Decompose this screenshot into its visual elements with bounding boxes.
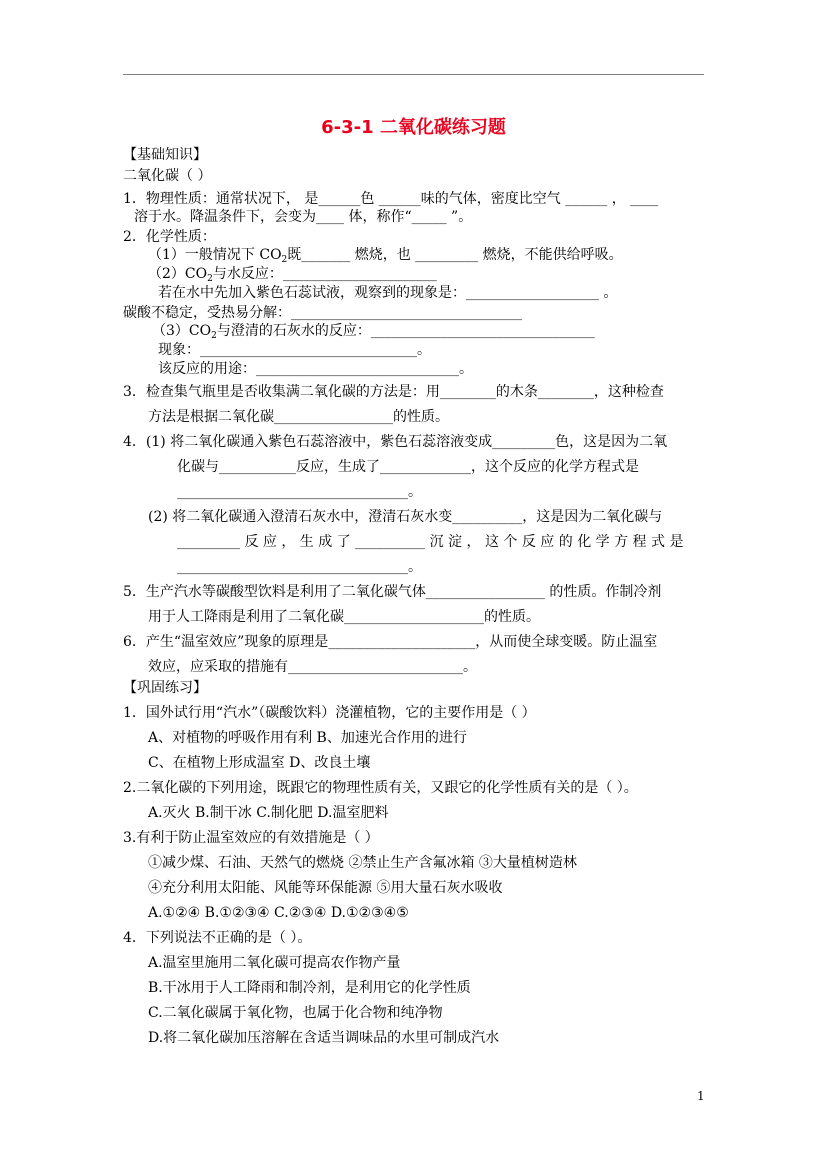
worksheet-line: _________ 反 应 ， 生 成 了 __________ 沉 淀 ， 这 个 反 应 的 化 学 方 程 式 是 (177, 534, 684, 550)
worksheet-line: (2) 将二氧化碳通入澄清石灰水中，澄清石灰水变__________，这是因为二氧化碳与 (148, 509, 663, 525)
worksheet-line: 【基础知识】 (123, 147, 207, 163)
worksheet-line: ④充分利用太阳能、风能等环保能源 ⑤用大量石灰水吸收 (148, 880, 503, 896)
worksheet-line: 溶于水。降温条件下，会变为____ 体，称作“_____ ”。 (134, 209, 473, 225)
worksheet-line: A.①②④ B.①②③④ C.②③④ D.①②③④⑤ (148, 905, 409, 921)
worksheet-line: 【巩固练习】 (123, 680, 207, 696)
worksheet-line: 2.二氧化碳的下列用途，既跟它的物理性质有关，又跟它的化学性质有关的是（ ）。 (123, 780, 638, 796)
worksheet-line: 效应，应采取的措施有_________________________。 (148, 659, 477, 675)
worksheet-line: 该反应的用途：_____________________________。 (158, 361, 473, 377)
worksheet-line: D.将二氧化碳加压溶解在含适当调味品的水里可制成汽水 (148, 1030, 500, 1046)
worksheet-line: C.二氧化碳属于氧化物，也属于化合物和纯净物 (148, 1005, 443, 1021)
worksheet-line: 化碳与___________反应，生成了_____________，这个反应的化学方程式是 (177, 459, 639, 475)
worksheet-line: 4．下列说法不正确的是（ ）。 (123, 930, 312, 946)
header-rule (123, 74, 704, 75)
worksheet-line: 4．(1) 将二氧化碳通入紫色石蕊溶液中，紫色石蕊溶液变成_________色，这是因为二氧 (123, 434, 668, 450)
worksheet-line: 6．产生“温室效应”现象的原理是_____________________，从而使全球变暖。防止温室 (123, 634, 658, 650)
subscript: 2 (207, 274, 213, 284)
line-text: （3）CO (152, 323, 212, 339)
worksheet-line: 二氧化碳（ ） (123, 168, 212, 184)
worksheet-line: 碳酸不稳定，受热易分解：_________________________________ (123, 305, 522, 321)
worksheet-line: _________________________________。 (177, 484, 422, 500)
page-title: 6-3-1 二氧化碳练习题 (321, 117, 506, 138)
worksheet-line: 方法是根据二氧化碳_________________的性质。 (148, 409, 449, 425)
worksheet-line: 5．生产汽水等碳酸型饮料是利用了二氧化碳气体_________________ 的性质。作制冷剂 (123, 584, 662, 600)
worksheet-line: A、对植物的呼吸作用有利 B、加速光合作用的进行 (148, 730, 467, 746)
line-text: 与澄清的石灰水的反应：________________________________ (216, 323, 595, 339)
worksheet-line: 1．物理性质：通常状况下， 是______色 ______味的气体，密度比空气 ______ ， ____ (123, 191, 659, 207)
worksheet-line: ①减少煤、石油、天然气的燃烧 ②禁止生产含氟冰箱 ③大量植树造林 (148, 855, 577, 871)
page-number: 1 (697, 1089, 705, 1103)
worksheet-line: C、在植物上形成温室 D、改良土壤 (148, 755, 371, 771)
worksheet-line: A.温室里施用二氧化碳可提高农作物产量 (148, 955, 401, 971)
worksheet-line: A.灭火 B.制干冰 C.制化肥 D.温室肥料 (148, 805, 389, 821)
worksheet-line: 2．化学性质： (123, 229, 216, 245)
worksheet-line: 用于人工降雨是利用了二氧化碳____________________的性质。 (148, 609, 540, 625)
worksheet-line: 若在水中先加入紫色石蕊试液，观察到的现象是：___________________ 。 (158, 285, 618, 301)
line-text: 与水反应：______________________ (212, 266, 437, 282)
subscript: 2 (211, 331, 217, 341)
worksheet-line: 3．检查集气瓶里是否收集满二氧化碳的方法是：用________的木条________，这种检查 (123, 384, 664, 400)
worksheet-line: B.干冰用于人工降雨和制冷剂，是利用它的化学性质 (148, 980, 471, 996)
worksheet-line: 现象：_______________________________。 (158, 342, 431, 358)
worksheet-line: 3.有利于防止温室效应的有效措施是（ ） (123, 830, 379, 846)
worksheet-line: _________________________________。 (177, 559, 422, 575)
line-text: 既_______ 燃烧，也 _________ 燃烧，不能供给呼吸。 (287, 247, 623, 263)
line-text: （1）一般情况下 CO (148, 247, 282, 263)
worksheet-line: 1．国外试行用“汽水”（碳酸饮料）浇灌植物，它的主要作用是（ ） (123, 705, 536, 721)
line-text: （2）CO (148, 266, 208, 282)
subscript: 2 (281, 255, 288, 265)
